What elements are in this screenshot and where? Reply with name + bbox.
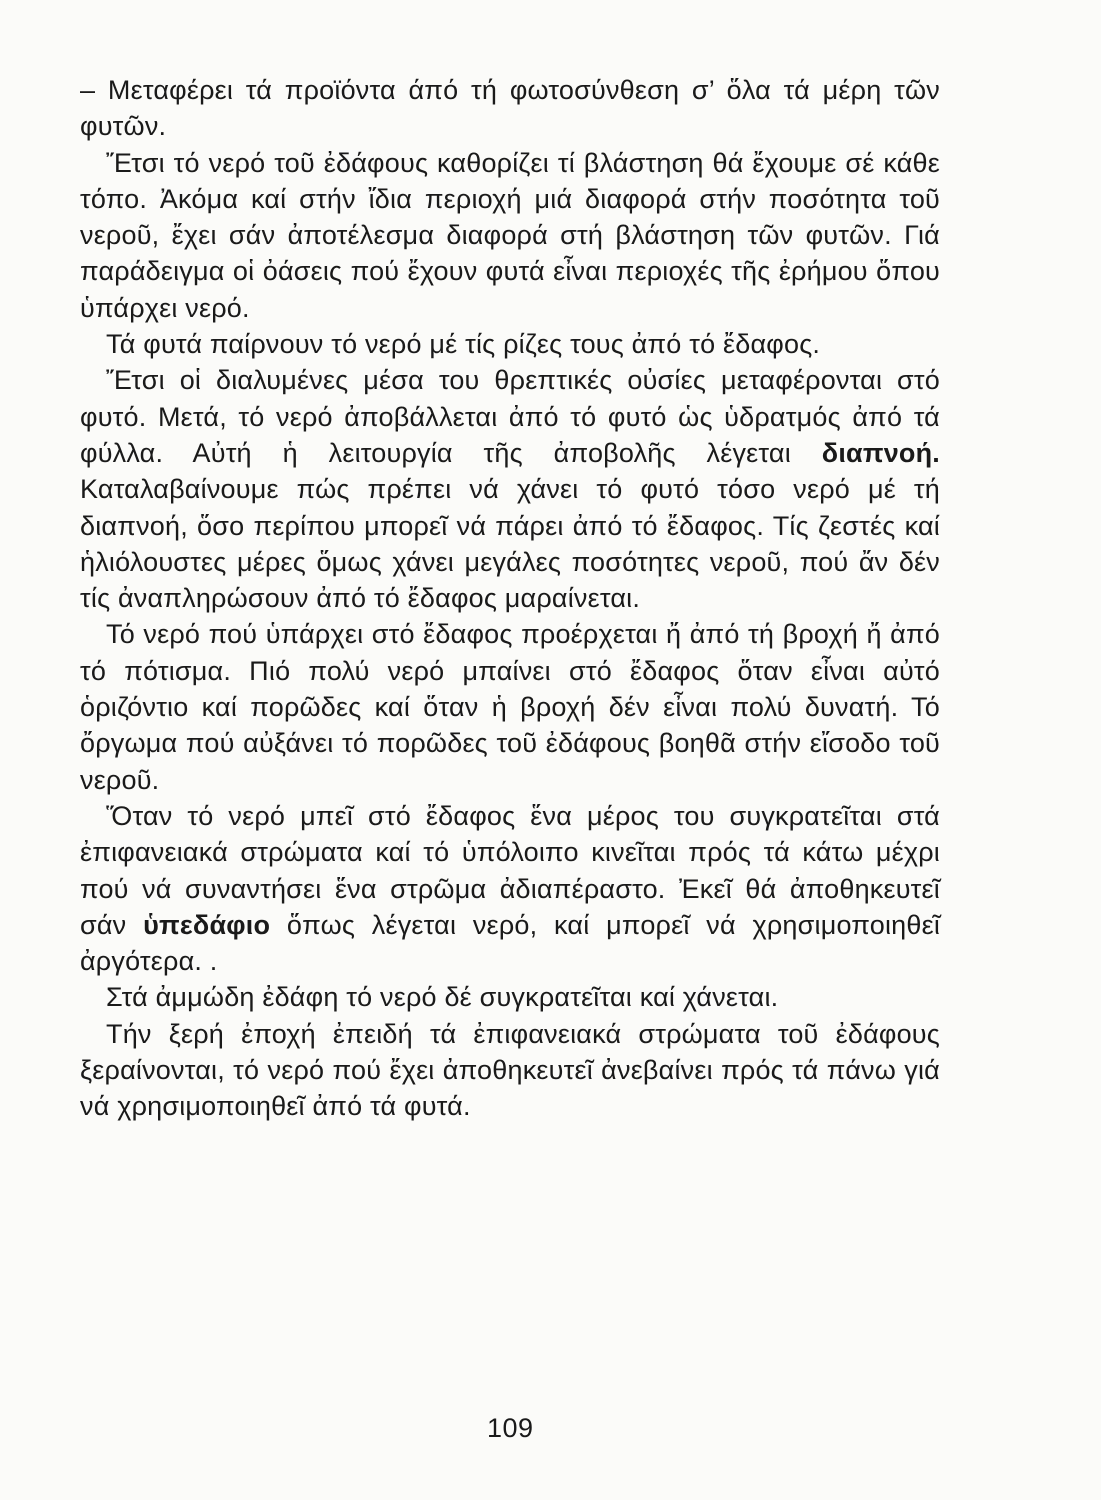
paragraph-5	[80, 616, 940, 797]
text-segment: ὅπως λέγεται νερό, καί μπορεῖ νά χρησιμοποιηθεῖ ἀργότερα. .	[80, 909, 941, 977]
text-segment: Ἔτσι τό νερό τοῦ ἐδάφους καθορίζει τί βλάστηση θά ἔχουμε σέ κάθε τόπο. Ἀκόμα καί στήν ἴδια περιοχή μιά διαφορά στήν ποσότητα τοῦ νεροῦ, ἔχει σάν ἀποτέλεσμα διαφορά στή βλάστηση τῶν φυτῶν. Γιά παράδειγμα οἱ ὀάσεις πού ἔχουν φυτά εἶναι περιοχές τῆς ἐρήμου ὅπου ὑπάρχει νερό.	[80, 147, 940, 323]
paragraph-4	[80, 362, 940, 616]
text-segment: – Μεταφέρει τά προϊόντα άπό τή φωτοσύνθεση σ’ ὅλα τά μέρη τῶν φυτῶν.	[80, 75, 940, 142]
paragraph-8	[80, 1016, 940, 1125]
text-segment: Τό νερό πού ὑπάρχει στό ἔδαφος προέρχεται ἤ ἀπό τή βροχή ἤ ἀπό τό πότισμα. Πιό πολύ νερό μπαίνει στό ἔδαφος ὅταν εἶναι αὐτό ὁριζόντιο καί πορῶδες καί ὅταν ἡ βροχή δέν εἶναι πολύ δυνατή. Τό ὄργωμα πού αὐξάνει τό πορῶδες τοῦ ἐδάφους βοηθᾶ στήν εἴσοδο τοῦ νεροῦ.	[80, 619, 940, 795]
text-segment: Ὅταν τό νερό μπεῖ στό ἔδαφος ἕνα μέρος του συγκρατεῖται στά ἐπιφανειακά στρώματα καί τό ὑπόλοιπο κινεῖται πρός τά κάτω μέχρι πού νά συναντήσει ἕνα στρῶμα ἀδιαπέραστο. Ἐκεῖ θά ἀποθηκευτεῖ σάν	[80, 800, 940, 940]
text-segment: Στά ἀμμώδη ἐδάφη τό νερό δέ συγκρατεῖται καί χάνεται.	[106, 982, 779, 1013]
page-number: 109	[487, 1413, 534, 1443]
text-segment: Καταλαβαίνουμε πώς πρέπει νά χάνει τό φυτό τόσο νερό μέ τή διαπνοή, ὅσο περίπου μπορεῖ νά πάρει ἀπό τό ἔδαφος. Τίς ζεστές καί ἡλιόλουστες μέρες ὅμως χάνει μεγάλες ποσότητες νεροῦ, πού ἄν δέν τίς ἀναπληρώσουν ἀπό τό ἔδαφος μαραίνεται.	[80, 474, 940, 614]
paragraph-3	[80, 326, 940, 362]
paragraph-7	[80, 979, 940, 1015]
text-segment: Ἔτσι οἱ διαλυμένες μέσα του θρεπτικές οὐσίες μεταφέρονται στό φυτό. Μετά, τό νερό ἀποβάλλεται ἀπό τό φυτό ὡς ὑδρατμός ἀπό τά φύλλα. Αὐτή ἡ λειτουργία τῆς ἀποβολῆς λέγεται	[80, 365, 940, 468]
text-segment: Τά φυτά παίρνουν τό νερό μέ τίς ρίζες τους ἀπό τό ἔδαφος.	[106, 329, 821, 360]
body-text	[80, 72, 940, 1125]
paragraph-6	[80, 798, 940, 979]
bold-term: ὑπεδάφιο	[143, 909, 271, 940]
paragraph-1	[80, 72, 940, 145]
text-segment: Τήν ξερή ἐποχή ἐπειδή τά ἐπιφανειακά στρώματα τοῦ ἐδάφους ξεραίνονται, τό νερό πού ἔχει ἀποθηκευτεῖ ἀνεβαίνει πρός τά πάνω γιά νά χρησιμοποιηθεῖ ἀπό τά φυτά.	[80, 1018, 940, 1122]
bold-term: διαπνοή.	[821, 437, 940, 468]
paragraph-2	[80, 145, 940, 326]
